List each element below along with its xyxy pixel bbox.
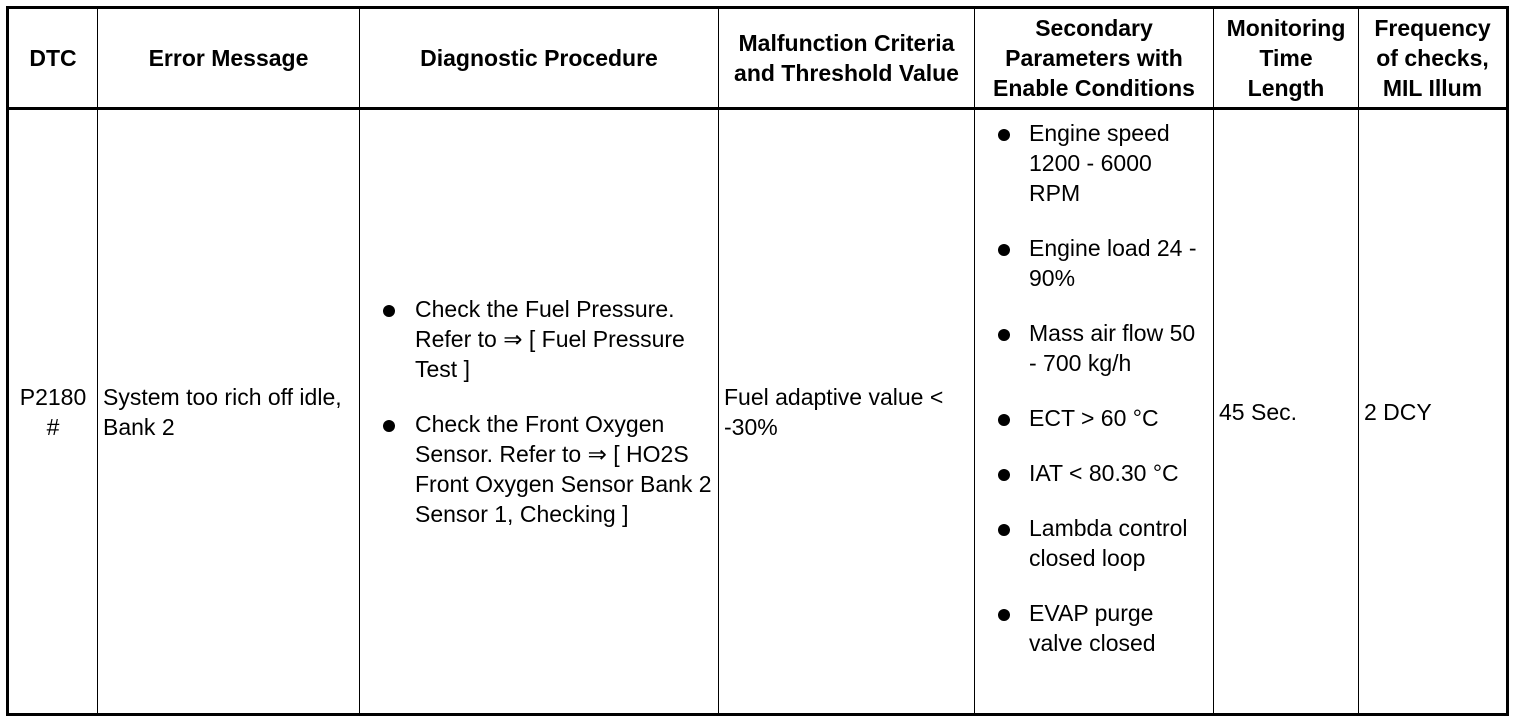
list-item: [975, 513, 1213, 573]
bullet-icon: [998, 129, 1010, 141]
header-frequency: Frequency of checks, MIL Illum: [1359, 8, 1508, 109]
cell-monitoring-time: 45 Sec.: [1214, 109, 1359, 715]
bullet-icon: [998, 329, 1010, 341]
bullet-icon: [998, 244, 1010, 256]
parameter-text: Engine load 24 - 90%: [1029, 235, 1197, 291]
bullet-icon: [998, 414, 1010, 426]
list-item: [360, 409, 718, 529]
parameter-text: IAT < 80.30 °C: [1029, 460, 1179, 486]
cell-diagnostic-procedure: [360, 109, 719, 715]
cell-error-message: System too rich off idle, Bank 2: [98, 109, 360, 715]
parameter-text: ECT > 60 °C: [1029, 405, 1159, 431]
list-item: [975, 458, 1213, 488]
cell-malfunction-criteria: Fuel adaptive value < -30%: [719, 109, 975, 715]
header-diagnostic-procedure: Diagnostic Procedure: [360, 8, 719, 109]
bullet-icon: [383, 305, 395, 317]
header-monitoring-time: Monitoring Time Length: [1214, 8, 1359, 109]
list-item: [360, 294, 718, 384]
dtc-code: P2180: [19, 383, 87, 410]
dtc-suffix: #: [46, 413, 60, 440]
parameter-text: Engine speed 1200 - 6000 RPM: [1029, 120, 1170, 206]
procedure-list: [360, 294, 718, 529]
list-item: [975, 403, 1213, 433]
cell-secondary-parameters: [975, 109, 1214, 715]
procedure-text: Check the Front Oxygen Sensor. Refer to ⇒ [ HO2S Front Oxygen Sensor Bank 2 Sensor 1, Checking ]: [415, 411, 712, 527]
header-malfunction-criteria: Malfunction Criteria and Threshold Value: [719, 8, 975, 109]
header-secondary-parameters: Secondary Parameters with Enable Conditions: [975, 8, 1214, 109]
header-dtc: DTC: [8, 8, 98, 109]
bullet-icon: [998, 609, 1010, 621]
dtc-table-container: [6, 6, 1506, 716]
table-row: [8, 109, 1508, 715]
parameter-text: Lambda control closed loop: [1029, 515, 1188, 571]
bullet-icon: [383, 420, 395, 432]
procedure-text: Check the Fuel Pressure. Refer to ⇒ [ Fuel Pressure Test ]: [415, 296, 685, 382]
header-error-message: Error Message: [98, 8, 360, 109]
list-item: [975, 318, 1213, 378]
list-item: [975, 233, 1213, 293]
parameter-list: [975, 110, 1213, 658]
parameter-text: Mass air flow 50 - 700 kg/h: [1029, 320, 1196, 376]
dtc-table: [6, 6, 1509, 716]
cell-frequency: 2 DCY: [1359, 109, 1508, 715]
header-row: [8, 8, 1508, 109]
cell-dtc: [8, 109, 98, 715]
list-item: [975, 118, 1213, 208]
parameter-text: EVAP purge valve closed: [1029, 600, 1156, 656]
list-item: [975, 598, 1213, 658]
bullet-icon: [998, 469, 1010, 481]
bullet-icon: [998, 524, 1010, 536]
